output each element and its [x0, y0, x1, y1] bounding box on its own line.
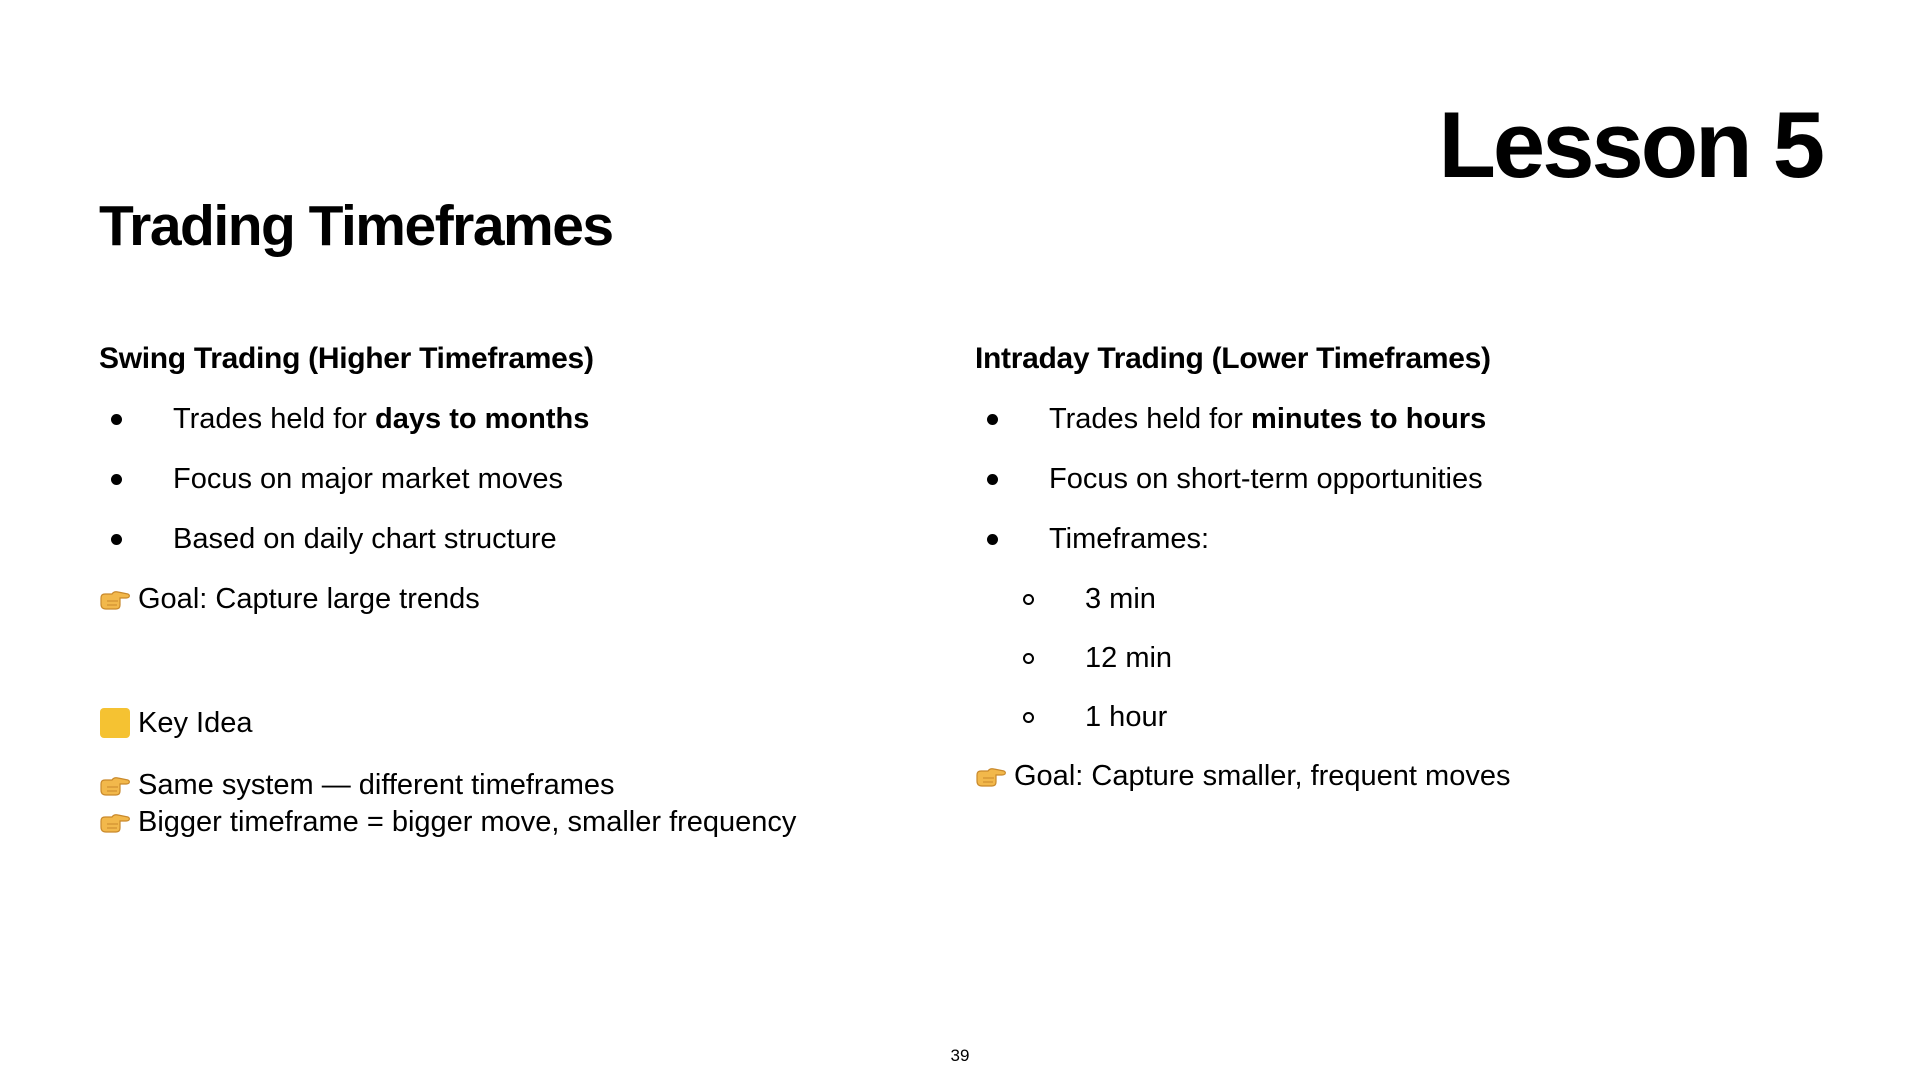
bullet-text: Trades held for minutes to hours	[1049, 403, 1487, 435]
list-item	[99, 404, 939, 464]
list-item	[975, 464, 1815, 524]
key-point-text: Bigger timeframe = bigger move, smaller frequency	[138, 806, 797, 838]
key-idea	[99, 706, 939, 740]
key-point	[99, 807, 939, 844]
yellow-square-icon	[100, 708, 130, 738]
pointing-hand-icon	[99, 812, 131, 834]
bullet-icon	[111, 414, 122, 425]
bullet-text: Focus on short-term opportunities	[1049, 463, 1483, 495]
key-idea-label: Key Idea	[138, 707, 253, 739]
intraday-trading-section	[975, 344, 1815, 791]
swing-bullet-list	[99, 404, 939, 584]
goal-text: Goal: Capture large trends	[138, 583, 480, 615]
bullet-text: Trades held for days to months	[173, 403, 590, 435]
page-title: Trading Timeframes	[99, 194, 613, 258]
list-item	[975, 524, 1815, 584]
timeframe-text: 1 hour	[1085, 701, 1168, 733]
list-item	[99, 464, 939, 524]
timeframe-text: 12 min	[1085, 642, 1173, 674]
timeframes-sublist	[975, 584, 1815, 761]
intraday-bullet-list	[975, 404, 1815, 584]
bullet-icon	[111, 474, 122, 485]
bullet-text: Timeframes:	[1049, 523, 1210, 555]
pointing-hand-icon	[99, 775, 131, 797]
key-points	[99, 770, 939, 844]
list-item	[99, 524, 939, 584]
bullet-text: Focus on major market moves	[173, 463, 564, 495]
list-item	[975, 584, 1815, 643]
bullet-icon	[987, 534, 998, 545]
hollow-bullet-icon	[1023, 594, 1034, 605]
hollow-bullet-icon	[1023, 653, 1034, 664]
list-item	[975, 643, 1815, 702]
list-item	[975, 702, 1815, 761]
lesson-label: Lesson 5	[1438, 92, 1822, 197]
goal-text: Goal: Capture smaller, frequent moves	[1014, 760, 1511, 792]
bullet-text: Based on daily chart structure	[173, 523, 557, 555]
pointing-hand-icon	[99, 589, 131, 611]
key-point-text: Same system — different timeframes	[138, 769, 615, 801]
key-point	[99, 770, 939, 807]
bullet-icon	[987, 474, 998, 485]
swing-goal	[99, 584, 939, 614]
swing-heading: Swing Trading (Higher Timeframes)	[99, 342, 594, 375]
page-number: 39	[950, 1046, 970, 1065]
pointing-hand-icon	[975, 766, 1007, 788]
intraday-goal	[975, 761, 1815, 791]
bullet-icon	[111, 534, 122, 545]
intraday-heading: Intraday Trading (Lower Timeframes)	[975, 342, 1491, 375]
timeframe-text: 3 min	[1085, 583, 1156, 615]
hollow-bullet-icon	[1023, 712, 1034, 723]
swing-trading-section	[99, 344, 939, 844]
bullet-icon	[987, 414, 998, 425]
list-item	[975, 404, 1815, 464]
